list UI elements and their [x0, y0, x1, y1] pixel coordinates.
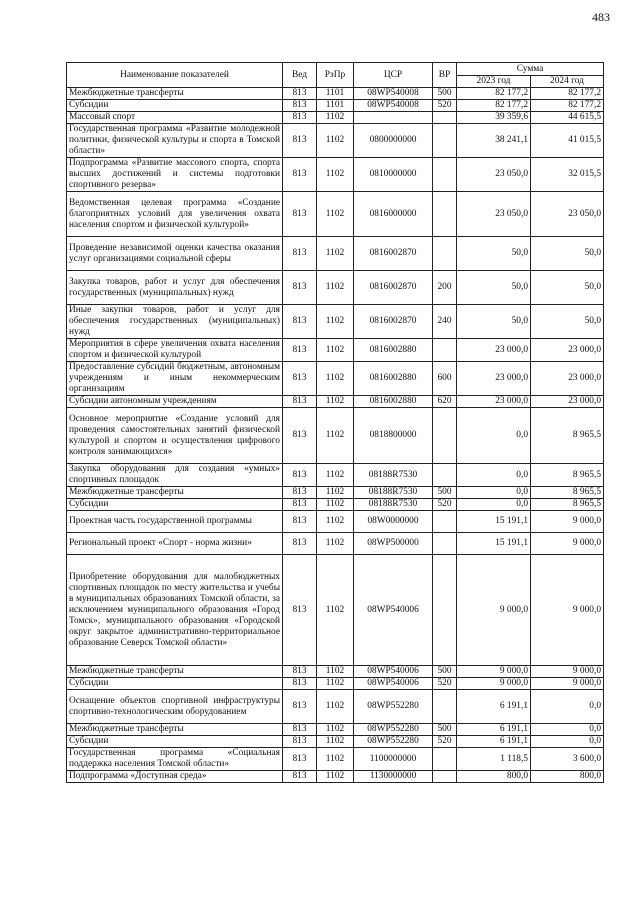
table-row — [67, 736, 604, 748]
row-sum-2024: 50,0 — [531, 271, 604, 305]
row-ved: 813 — [283, 678, 317, 690]
row-name: Оснащение объектов спортивной инфраструктуры спортивно-технологическим оборудованием — [67, 690, 283, 724]
row-ved: 813 — [283, 158, 317, 192]
row-sum-2024: 0,0 — [531, 736, 604, 748]
row-name: Закупка товаров, работ и услуг для обеспечения государственных (муниципальных) нужд — [67, 271, 283, 305]
row-sum-2024: 8 965,5 — [531, 408, 604, 464]
table-row — [67, 124, 604, 158]
row-ved: 813 — [283, 533, 317, 555]
table-row — [67, 362, 604, 396]
row-ved: 813 — [283, 112, 317, 124]
table-row — [67, 271, 604, 305]
row-sum-2023: 0,0 — [457, 499, 531, 511]
table-row — [67, 555, 604, 666]
row-sum-2024: 82 177,2 — [531, 88, 604, 100]
row-rzpr: 1102 — [317, 192, 354, 237]
row-name: Субсидии автономным учреждениям — [67, 396, 283, 408]
row-sum-2023: 6 191,1 — [457, 690, 531, 724]
row-sum-2023: 23 000,0 — [457, 339, 531, 362]
row-name: Массовый спорт — [67, 112, 283, 124]
table-row — [67, 100, 604, 112]
table-row — [67, 305, 604, 339]
row-ved: 813 — [283, 690, 317, 724]
row-name: Межбюджетные трансферты — [67, 88, 283, 100]
row-ved: 813 — [283, 736, 317, 748]
row-vr: 520 — [433, 100, 457, 112]
header-vr: ВР — [433, 63, 457, 88]
row-vr — [433, 339, 457, 362]
row-rzpr: 1102 — [317, 158, 354, 192]
row-ved: 813 — [283, 487, 317, 499]
row-rzpr: 1102 — [317, 511, 354, 533]
row-vr — [433, 237, 457, 271]
row-vr — [433, 112, 457, 124]
row-csr: 0816002870 — [354, 305, 433, 339]
header-2023: 2023 год — [457, 76, 531, 88]
table-row — [67, 678, 604, 690]
row-vr: 520 — [433, 678, 457, 690]
row-rzpr: 1102 — [317, 499, 354, 511]
row-vr — [433, 533, 457, 555]
row-name: Ведомственная целевая программа «Создание благоприятных условий для увеличения охвата населения спортом и физической культурой» — [67, 192, 283, 237]
row-vr: 520 — [433, 736, 457, 748]
row-sum-2023: 6 191,1 — [457, 736, 531, 748]
row-rzpr: 1102 — [317, 555, 354, 666]
row-name: Проведение независимой оценки качества оказания услуг организациями социальной сферы — [67, 237, 283, 271]
row-csr: 08WP540006 — [354, 678, 433, 690]
row-sum-2024: 9 000,0 — [531, 678, 604, 690]
row-ved: 813 — [283, 339, 317, 362]
header-csr: ЦСР — [354, 63, 433, 88]
row-sum-2023: 0,0 — [457, 408, 531, 464]
row-ved: 813 — [283, 271, 317, 305]
header-2024: 2024 год — [531, 76, 604, 88]
row-rzpr: 1102 — [317, 690, 354, 724]
table-row — [67, 88, 604, 100]
row-sum-2023: 9 000,0 — [457, 666, 531, 678]
row-sum-2024: 9 000,0 — [531, 533, 604, 555]
row-rzpr: 1102 — [317, 724, 354, 736]
table-row — [67, 690, 604, 724]
row-sum-2023: 23 050,0 — [457, 158, 531, 192]
row-sum-2024: 50,0 — [531, 305, 604, 339]
table-row — [67, 396, 604, 408]
row-name: Государственная программа «Развитие молодежной политики, физической культуры и спорта в Томской области» — [67, 124, 283, 158]
row-sum-2023: 82 177,2 — [457, 88, 531, 100]
row-vr: 500 — [433, 666, 457, 678]
row-rzpr: 1102 — [317, 748, 354, 771]
table-row — [67, 666, 604, 678]
table-row — [67, 237, 604, 271]
row-sum-2024: 0,0 — [531, 690, 604, 724]
row-rzpr: 1102 — [317, 487, 354, 499]
row-csr: 08WP540008 — [354, 88, 433, 100]
row-sum-2023: 9 000,0 — [457, 678, 531, 690]
budget-table — [66, 62, 604, 783]
row-vr — [433, 158, 457, 192]
page-number: 483 — [592, 10, 610, 24]
row-sum-2023: 23 000,0 — [457, 362, 531, 396]
row-sum-2023: 23 000,0 — [457, 396, 531, 408]
row-ved: 813 — [283, 771, 317, 783]
row-csr: 08WP540008 — [354, 100, 433, 112]
row-sum-2023: 15 191,1 — [457, 511, 531, 533]
table-row — [67, 112, 604, 124]
row-name: Основное мероприятие «Создание условий для проведения самостоятельных занятий физической культурой и спортом и осуществления цифрового контроля занимающихся» — [67, 408, 283, 464]
table-row — [67, 748, 604, 771]
row-csr: 0816002870 — [354, 237, 433, 271]
row-sum-2024: 23 000,0 — [531, 339, 604, 362]
row-csr: 0816002880 — [354, 362, 433, 396]
row-csr: 08WP500000 — [354, 533, 433, 555]
row-csr: 0816002870 — [354, 271, 433, 305]
row-sum-2023: 39 359,6 — [457, 112, 531, 124]
row-sum-2024: 8 965,5 — [531, 487, 604, 499]
row-csr: 08188R7530 — [354, 464, 433, 487]
row-ved: 813 — [283, 362, 317, 396]
row-name: Субсидии — [67, 678, 283, 690]
row-ved: 813 — [283, 192, 317, 237]
row-ved: 813 — [283, 124, 317, 158]
row-rzpr: 1102 — [317, 666, 354, 678]
row-rzpr: 1102 — [317, 771, 354, 783]
header-rzpr: РзПр — [317, 63, 354, 88]
row-vr — [433, 511, 457, 533]
row-sum-2023: 38 241,1 — [457, 124, 531, 158]
row-name: Субсидии — [67, 499, 283, 511]
row-sum-2024: 8 965,5 — [531, 499, 604, 511]
row-vr: 520 — [433, 499, 457, 511]
row-vr: 500 — [433, 88, 457, 100]
table-row — [67, 724, 604, 736]
row-name: Межбюджетные трансферты — [67, 666, 283, 678]
table-row — [67, 192, 604, 237]
row-rzpr: 1102 — [317, 237, 354, 271]
row-rzpr: 1102 — [317, 305, 354, 339]
row-ved: 813 — [283, 724, 317, 736]
row-name: Предоставление субсидий бюджетным, автономным учреждениям и иным некоммерческим организациям — [67, 362, 283, 396]
row-vr — [433, 748, 457, 771]
row-name: Закупка оборудования для создания «умных» спортивных площадок — [67, 464, 283, 487]
row-name: Мероприятия в сфере увеличения охвата населения спортом и физической культурой — [67, 339, 283, 362]
row-ved: 813 — [283, 237, 317, 271]
row-sum-2023: 0,0 — [457, 487, 531, 499]
row-ved: 813 — [283, 666, 317, 678]
table-header — [67, 63, 604, 88]
row-sum-2023: 800,0 — [457, 771, 531, 783]
row-name: Межбюджетные трансферты — [67, 487, 283, 499]
row-sum-2023: 50,0 — [457, 305, 531, 339]
row-vr: 500 — [433, 487, 457, 499]
row-vr: 500 — [433, 724, 457, 736]
row-vr — [433, 464, 457, 487]
row-rzpr: 1101 — [317, 100, 354, 112]
table-row — [67, 487, 604, 499]
row-csr: 08WP540006 — [354, 555, 433, 666]
row-rzpr: 1102 — [317, 271, 354, 305]
row-csr: 0818800000 — [354, 408, 433, 464]
row-name: Подпрограмма «Доступная среда» — [67, 771, 283, 783]
row-csr: 08WP552280 — [354, 736, 433, 748]
row-csr: 0816000000 — [354, 192, 433, 237]
row-sum-2024: 9 000,0 — [531, 511, 604, 533]
row-sum-2024: 8 965,5 — [531, 464, 604, 487]
row-csr: 08WP540006 — [354, 666, 433, 678]
row-sum-2023: 1 118,5 — [457, 748, 531, 771]
row-csr: 08WP552280 — [354, 690, 433, 724]
row-csr: 1130000000 — [354, 771, 433, 783]
row-ved: 813 — [283, 396, 317, 408]
row-rzpr: 1102 — [317, 533, 354, 555]
row-sum-2024: 23 000,0 — [531, 362, 604, 396]
row-csr: 0816002880 — [354, 396, 433, 408]
row-sum-2023: 9 000,0 — [457, 555, 531, 666]
row-name: Межбюджетные трансферты — [67, 724, 283, 736]
row-vr — [433, 555, 457, 666]
row-vr — [433, 690, 457, 724]
row-sum-2023: 82 177,2 — [457, 100, 531, 112]
row-sum-2024: 41 015,5 — [531, 124, 604, 158]
row-rzpr: 1102 — [317, 339, 354, 362]
row-name: Региональный проект «Спорт - норма жизни» — [67, 533, 283, 555]
row-sum-2024: 23 000,0 — [531, 396, 604, 408]
table-row — [67, 771, 604, 783]
row-name: Субсидии — [67, 736, 283, 748]
row-rzpr: 1102 — [317, 362, 354, 396]
row-sum-2024: 800,0 — [531, 771, 604, 783]
table-row — [67, 499, 604, 511]
row-sum-2024: 82 177,2 — [531, 100, 604, 112]
row-ved: 813 — [283, 88, 317, 100]
row-ved: 813 — [283, 748, 317, 771]
header-ved: Вед — [283, 63, 317, 88]
row-vr — [433, 192, 457, 237]
row-sum-2024: 0,0 — [531, 724, 604, 736]
row-csr: 0800000000 — [354, 124, 433, 158]
row-vr: 600 — [433, 362, 457, 396]
row-name: Проектная часть государственной программы — [67, 511, 283, 533]
row-vr — [433, 771, 457, 783]
row-sum-2023: 0,0 — [457, 464, 531, 487]
row-sum-2023: 50,0 — [457, 237, 531, 271]
row-sum-2023: 6 191,1 — [457, 724, 531, 736]
row-name: Государственная программа «Социальная поддержка населения Томской области» — [67, 748, 283, 771]
table-row — [67, 464, 604, 487]
row-sum-2023: 15 191,1 — [457, 533, 531, 555]
row-name: Субсидии — [67, 100, 283, 112]
row-ved: 813 — [283, 100, 317, 112]
row-vr: 240 — [433, 305, 457, 339]
row-ved: 813 — [283, 408, 317, 464]
header-summa: Сумма — [457, 63, 604, 76]
row-name: Подпрограмма «Развитие массового спорта, спорта высших достижений и системы подготовки спортивного резерва» — [67, 158, 283, 192]
row-vr — [433, 124, 457, 158]
row-csr — [354, 112, 433, 124]
row-name: Приобретение оборудования для малобюджетных спортивных площадок по месту жительства и учебы в муниципальных образованиях Томской области, за исключением муниципального образования «Город Томск», муниципального образования «Городской округ закрытое административно-территориальное образование Северск Томской области» — [67, 555, 283, 666]
row-rzpr: 1102 — [317, 408, 354, 464]
row-rzpr: 1102 — [317, 678, 354, 690]
row-rzpr: 1102 — [317, 396, 354, 408]
row-sum-2024: 9 000,0 — [531, 666, 604, 678]
row-csr: 08W0000000 — [354, 511, 433, 533]
row-rzpr: 1102 — [317, 124, 354, 158]
row-vr: 620 — [433, 396, 457, 408]
row-vr — [433, 408, 457, 464]
table-row — [67, 158, 604, 192]
table-row — [67, 339, 604, 362]
row-csr: 08188R7530 — [354, 487, 433, 499]
row-sum-2024: 23 050,0 — [531, 192, 604, 237]
header-name: Наименование показателей — [67, 63, 283, 88]
row-ved: 813 — [283, 305, 317, 339]
row-csr: 0816002880 — [354, 339, 433, 362]
row-sum-2024: 9 000,0 — [531, 555, 604, 666]
row-csr: 0810000000 — [354, 158, 433, 192]
row-ved: 813 — [283, 511, 317, 533]
row-ved: 813 — [283, 555, 317, 666]
row-ved: 813 — [283, 499, 317, 511]
row-sum-2023: 23 050,0 — [457, 192, 531, 237]
row-ved: 813 — [283, 464, 317, 487]
table-row — [67, 511, 604, 533]
row-sum-2024: 32 015,5 — [531, 158, 604, 192]
row-sum-2024: 50,0 — [531, 237, 604, 271]
table-row — [67, 408, 604, 464]
table-row — [67, 533, 604, 555]
row-name: Иные закупки товаров, работ и услуг для обеспечения государственных (муниципальных) нужд — [67, 305, 283, 339]
row-sum-2023: 50,0 — [457, 271, 531, 305]
table-body — [67, 88, 604, 783]
row-csr: 1100000000 — [354, 748, 433, 771]
row-rzpr: 1101 — [317, 88, 354, 100]
row-sum-2024: 44 615,5 — [531, 112, 604, 124]
row-vr: 200 — [433, 271, 457, 305]
row-rzpr: 1102 — [317, 464, 354, 487]
row-csr: 08188R7530 — [354, 499, 433, 511]
row-sum-2024: 3 600,0 — [531, 748, 604, 771]
row-rzpr: 1102 — [317, 112, 354, 124]
row-rzpr: 1102 — [317, 736, 354, 748]
row-csr: 08WP552280 — [354, 724, 433, 736]
